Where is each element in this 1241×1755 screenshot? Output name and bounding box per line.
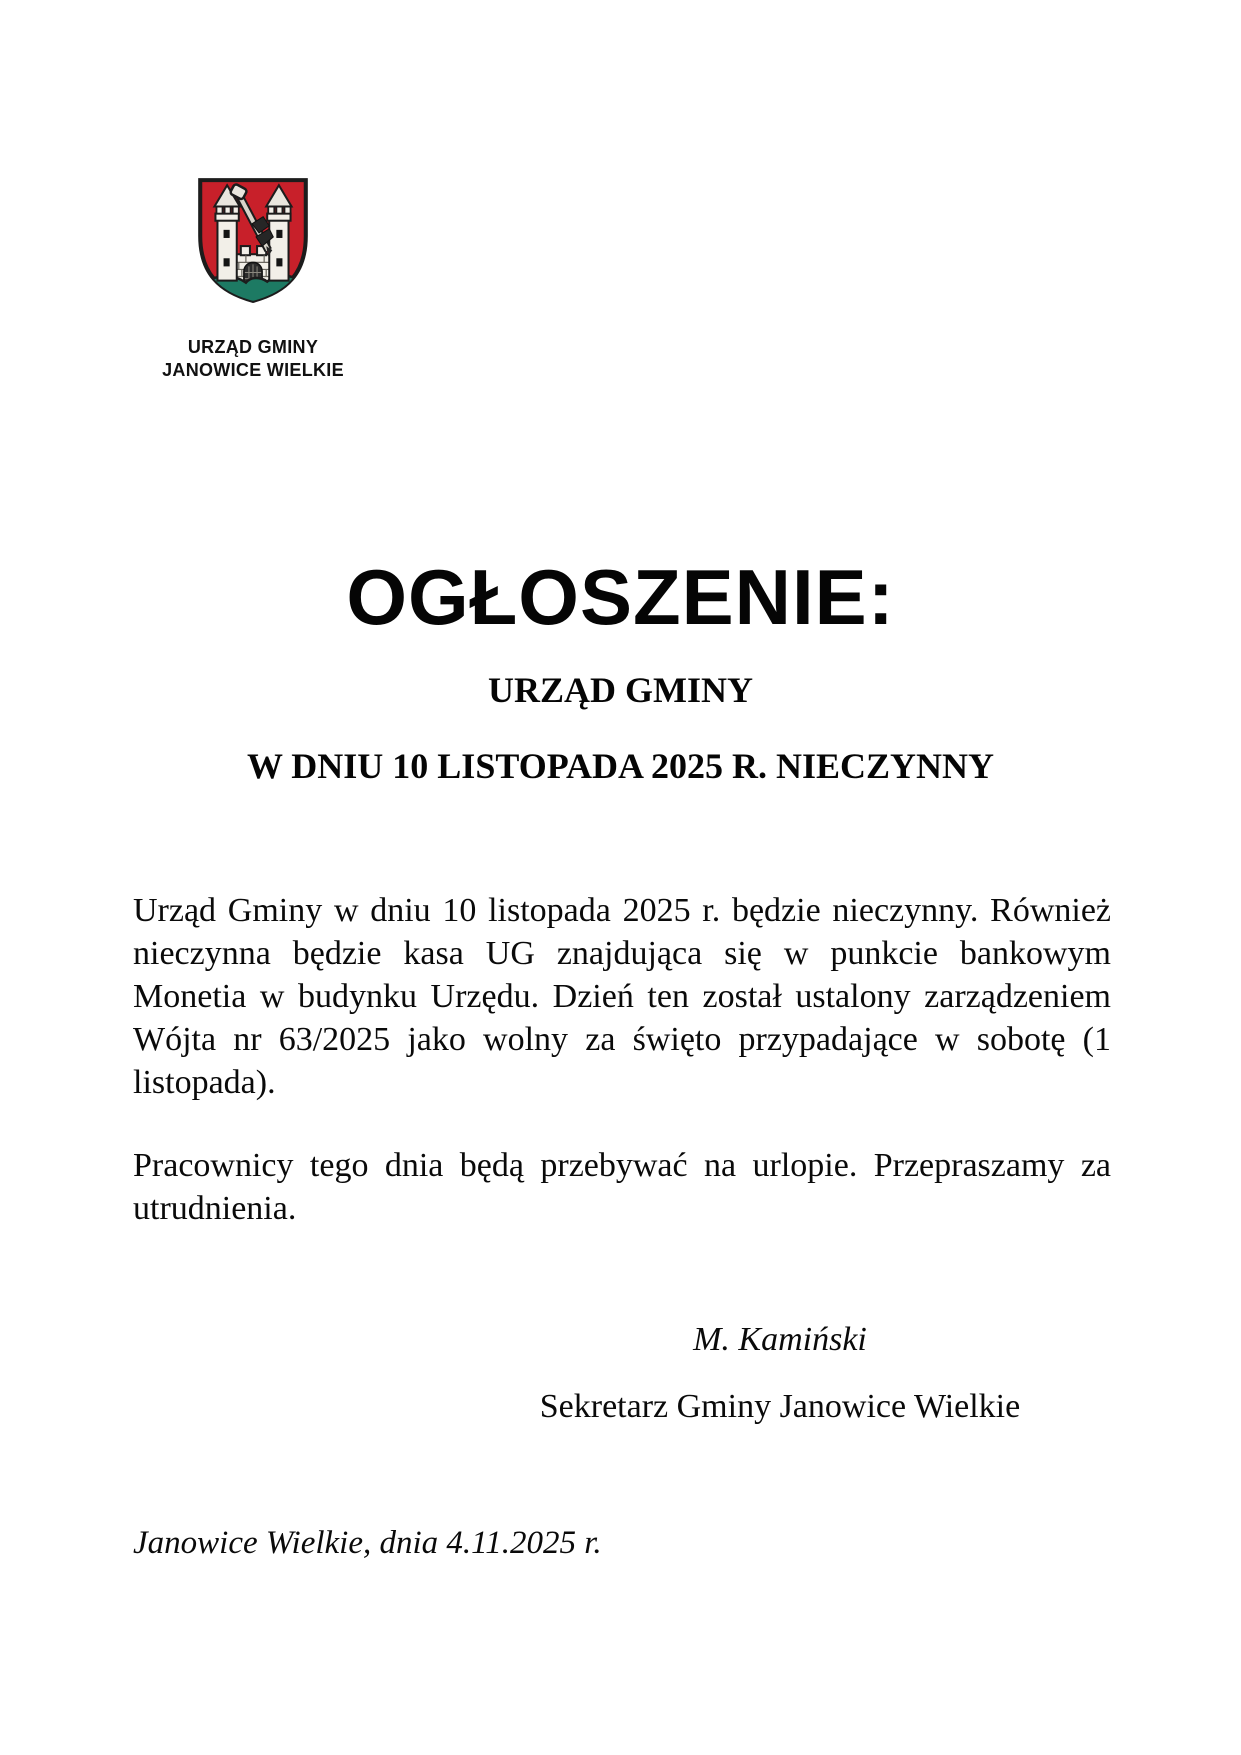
body-paragraph-1: Urząd Gminy w dniu 10 listopada 2025 r. będzie nieczynny. Również nieczynna będzie kasa UG znajdująca się w punkcie bankowym Monetia w budynku Urzędu. Dzień ten został ustalony zarządzeniem Wójta nr 63/2025 jako wolny za święto przypadające w sobotę (1 listopada). — [133, 892, 1111, 1101]
announcement-subtitle-date-closed: W DNIU 10 LISTOPADA 2025 R. NIECZYNNY — [246, 746, 995, 786]
org-name-line2: JANOWICE WIELKIE — [162, 360, 344, 380]
place-and-date: Janowice Wielkie, dnia 4.11.2025 r. — [133, 1525, 602, 1561]
announcement-title: OGŁOSZENIE: — [346, 553, 895, 641]
coat-of-arms-icon — [193, 173, 313, 307]
left-tower — [214, 185, 239, 280]
org-name-line1: URZĄD GMINY — [187, 337, 319, 357]
signature-block — [430, 1318, 1130, 1428]
body-paragraph-2: Pracownicy tego dnia będą przebywać na urlopie. Przepraszamy za utrudnienia. — [133, 1147, 1111, 1227]
signature-name: M. Kamiński — [693, 1321, 867, 1358]
announcement-subtitle-org: URZĄD GMINY — [488, 670, 753, 710]
letterhead-org-name — [113, 336, 393, 382]
announcement-body — [133, 889, 1111, 1270]
signature-title: Sekretarz Gminy Janowice Wielkie — [539, 1388, 1021, 1425]
